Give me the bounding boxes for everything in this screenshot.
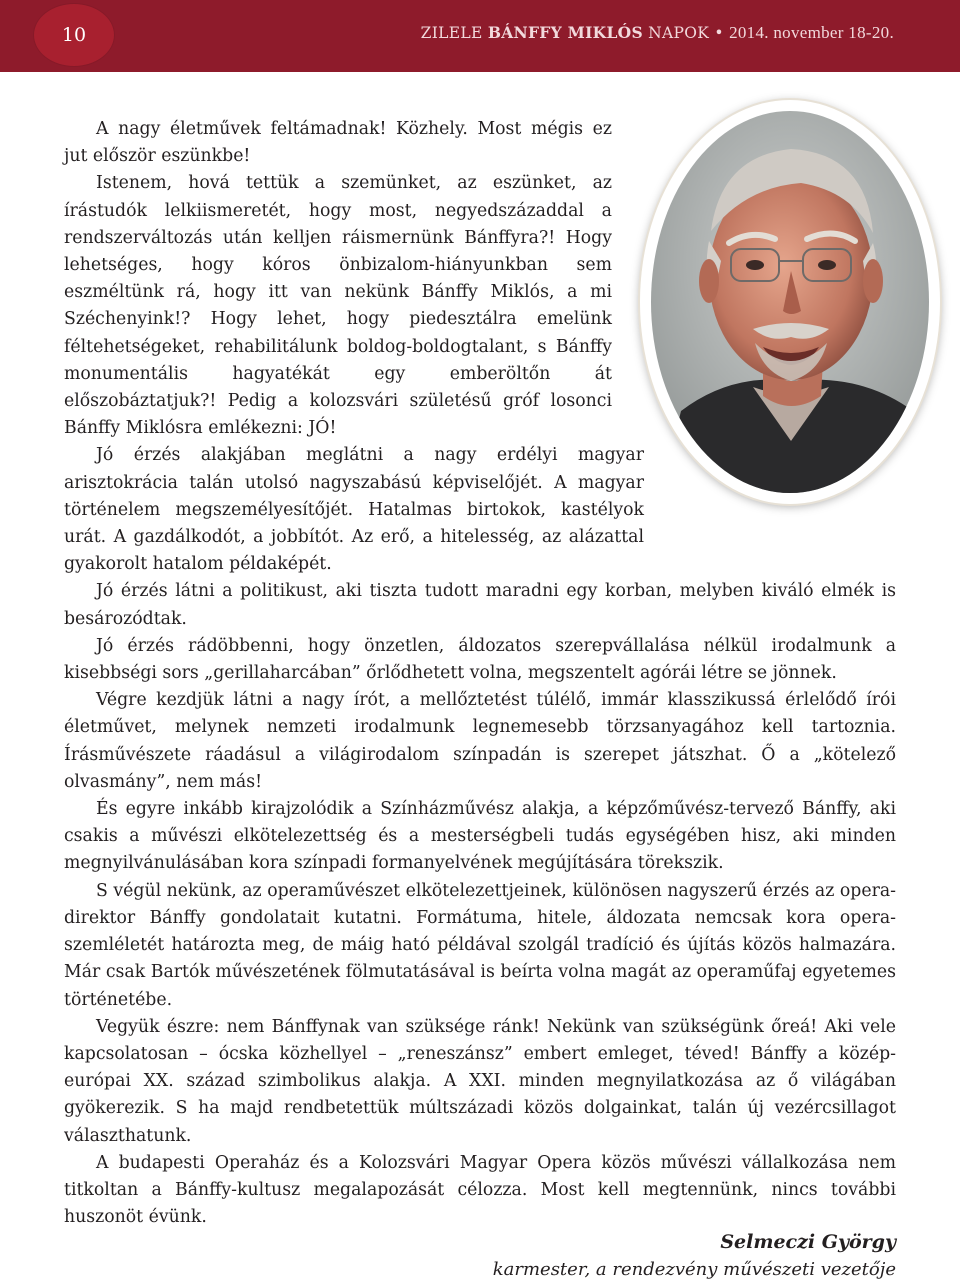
running-title [421,21,894,45]
article-paragraph: Istenem, hová tettük a szemünket, az eszünket, az írástudók lelkiismeretét, hogy most, negyedszázaddal a rendszerváltozás után kelljen ráismernünk Bánffyra?! Hogy lehetséges, hogy kóros önbizalom-hiányunkban sem eszméltünk rá, hogy itt van nekünk Bánffy Miklós, a mi Széchenyink!? Hogy lehet, hogy piedesztálra emelünk féltehetségeket, rehabilitálunk boldog-boldogtalant, s Bánffy monumentális hagyatékát egy emberöltőn át előszobáztatjuk?! Pedig a kolozsvári születésű gróf losonci Bánffy Miklósra emlékezni: JÓ! [64,173,612,439]
running-title-name: BÁNFFY MIKLÓS [487,23,643,42]
article-paragraph: Jó érzés rádöbbenni, hogy önzetlen, áldozatos szerepvállalása nélkül irodalmunk a kisebbségi sors „gerillaharcában” őrlődhetett volna, megszentelt agórái létre se jönnek. [64,635,896,684]
article-paragraph: Vegyük észre: nem Bánffynak van szüksége ránk! Nekünk van szükségünk őreá! Aki vele kapcsolatosan – ócska közhellyel – „reneszánsz” embert emleget, téved! Bánffy a közép-európai XX. század szimbolikus alakja. A XXI. minden megnyilatkozása az ő világában gyökerezik. S ha majd rendbetettük múltszázadi közös dolgainkat, talán új vezércsillagot választhatunk. [64,1016,896,1146]
article-paragraph: Jó érzés alakjában meglátni a nagy erdélyi magyar arisztokrácia talán utolsó nagyszabású képviselőjét. A magyar történelem megszemélyesítőjét. Hatalmas birtokok, kastélyok urát. A gazdálkodót, a jobbítót. Az erő, a hitelesség, az alázattal gyakorolt hatalom példaképét. [64,445,644,575]
running-title-date: 2014. november 18-20. [729,23,894,42]
article-body [64,116,896,1231]
article-paragraph: Végre kezdjük látni a nagy írót, a mellőztetést túlélő, immár klasszikussá érlelődő írói életművet, melynek nemzeti irodalmunk legnemesebb törzsanyagához kell tartoznia. Írásművészete ráadásul a világirodalom színpadán is szerepet játszhat. Ő a „kötelező olvasmány”, nem más! [64,690,896,792]
author-role: karmester, a rendezvény művészeti vezetője [492,1259,896,1280]
signature-block [493,1228,896,1284]
running-title-suffix: NAPOK • [642,24,730,42]
article-paragraph: A nagy életművek feltámadnak! Közhely. Most mégis ez jut először eszünkbe! [64,119,612,167]
page-number: 10 [61,24,87,46]
article-paragraph: A budapesti Operaház és a Kolozsvári Magyar Opera közös művészi vállalkozása nem titkoltan a Bánffy-kultusz megalapozását célozza. Most kell megtennünk, nincs további huszonöt évünk. [64,1152,896,1228]
author-name: Selmeczi György [720,1231,896,1253]
article-paragraph: Jó érzés látni a politikust, aki tiszta tudott maradni egy korban, melyben kiváló elmék is besározódtak. [64,581,896,629]
article-paragraph: S végül nekünk, az operaművészet elkötelezettjeinek, különösen nagyszerű érzés az opera-direktor Bánffy gondolatait kutatni. Formátuma, hitele, áldozata nemcsak kora opera-szemléletét határozta meg, de máig ható példával szolgál tradíció és újítás közös halmazára. Már csak Bartók művészetének fölmutatásával is beírta volna magát az operaműfaj egyetemes történetébe. [64,880,896,1010]
running-title-prefix: ZILELE [420,24,488,42]
article-paragraph: És egyre inkább kirajzolódik a Színházművész alakja, a képzőművész-tervező Bánffy, aki csakis a művészi elkötelezettség és a mesterségbeli tudás egységében hisz, aki minden megnyilvánulásában kora színpadi formanyelvének megújítására törekszik. [64,799,896,874]
